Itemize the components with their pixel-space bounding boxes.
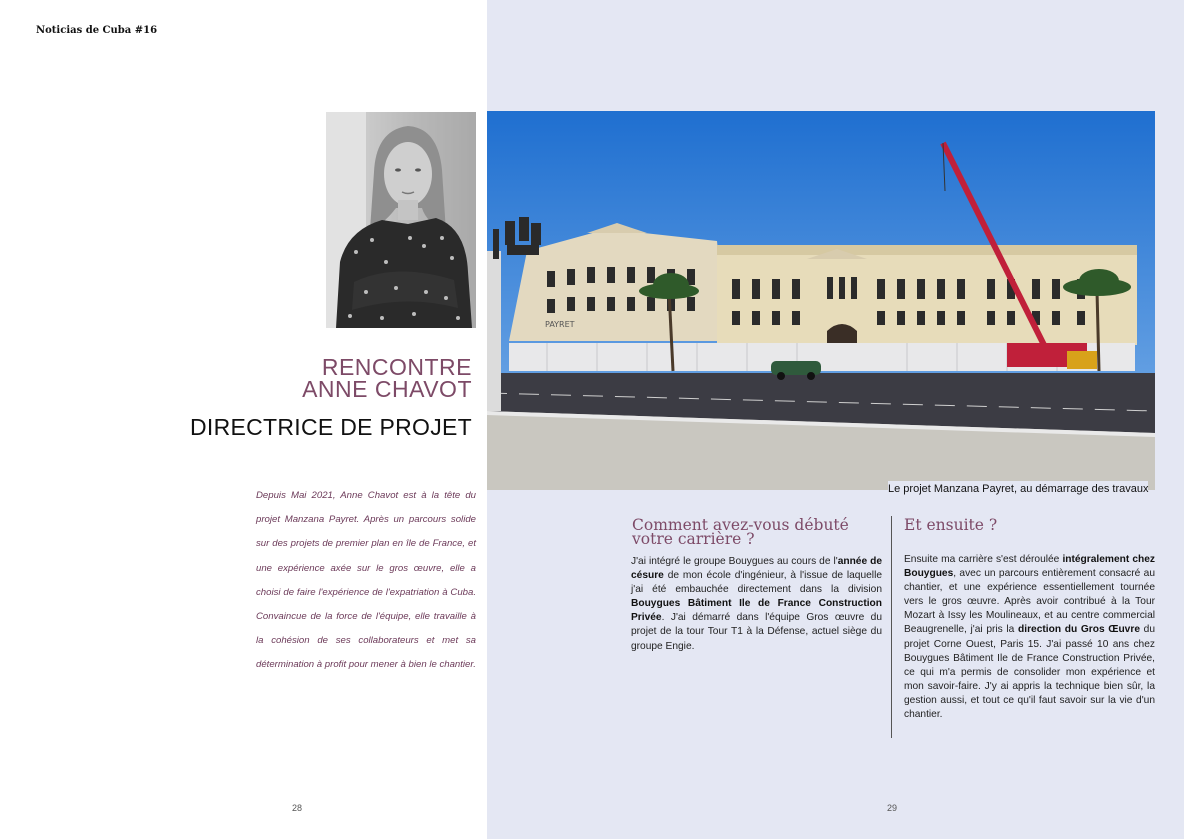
q1-bold-1: année de césure bbox=[631, 556, 882, 582]
photo-caption: Le projet Manzana Payret, au démarrage des travaux bbox=[888, 483, 1149, 495]
question-2-title: Et ensuite ? bbox=[904, 516, 998, 534]
question-2-body bbox=[904, 553, 1155, 722]
q2-text-1: Ensuite ma carrière s'est déroulée bbox=[904, 554, 1063, 565]
q2-text-3: du projet Corne Ouest, Paris 15. J'ai passé 10 ans chez Bouygues Bâtiment Ile de France Construction Privée, ce qui m'a permis de consolider mon expérience et mon savoir-faire. J'y ai appris la technique bien sûr, la gestion aussi, et tout ce qu'il faut savoir sur la vie d'un chantier. bbox=[904, 624, 1155, 721]
q1-text-2: de mon école d'ingénieur, à l'issue de laquelle j'ai été embauchée directement dans la division bbox=[631, 570, 882, 596]
title-line-1: RENCONTRE bbox=[321, 354, 472, 380]
q1-text-3: . J'ai démarré dans l'équipe Gros œuvre du projet de la tour Tour T1 à la Défense, actuel siège du groupe Engie. bbox=[631, 612, 882, 652]
title-line-2: ANNE CHAVOT bbox=[302, 376, 472, 402]
portrait-illustration bbox=[326, 112, 476, 328]
article-subtitle: DIRECTRICE DE PROJET bbox=[189, 414, 472, 440]
article-title bbox=[302, 356, 472, 400]
building-illustration bbox=[487, 111, 1155, 490]
q2-bold-1: intégralement chez Bouygues bbox=[904, 554, 1155, 580]
question-1-body bbox=[631, 555, 882, 654]
page-number-left: 28 bbox=[292, 803, 303, 813]
q1-text-1: J'ai intégré le groupe Bouygues au cours de l' bbox=[631, 556, 838, 567]
question-1-title: Comment avez-vous débuté votre carrière ? bbox=[632, 516, 849, 548]
magazine-header: Noticias de Cuba #16 bbox=[36, 25, 158, 36]
facade-sign: PAYRET bbox=[545, 320, 575, 329]
column-divider bbox=[891, 516, 892, 738]
q2-bold-2: direction du Gros Œuvre bbox=[1018, 624, 1140, 636]
q2-text-2: , avec un parcours entièrement consacré au chantier, et une expérience essentiellement tournée vers le gros œuvre. Après avoir contribué à la Tour Mozart à Issy les Moulineaux, et au centre commercial Beaugrenelle, j'ai pris la bbox=[904, 568, 1155, 636]
page-number-right: 29 bbox=[887, 803, 898, 813]
building-photo bbox=[487, 111, 1155, 490]
portrait-photo bbox=[326, 112, 476, 328]
intro-paragraph: Depuis Mai 2021, Anne Chavot est à la tête du projet Manzana Payret. Après un parcours solide sur des projets de premier plan en île de France, et une expérience axée sur le gros œuvre, elle a choisi de faire l'expérience de l'expatriation à Cuba. Convaincue de la force de l'équipe, elle travaille à la cohésion de ses collaborateurs et met sa détermination à profit pour mener à bien le chantier. bbox=[256, 490, 476, 671]
q1-bold-2: Bouygues Bâtiment Ile de France Construction Privée bbox=[631, 598, 882, 624]
